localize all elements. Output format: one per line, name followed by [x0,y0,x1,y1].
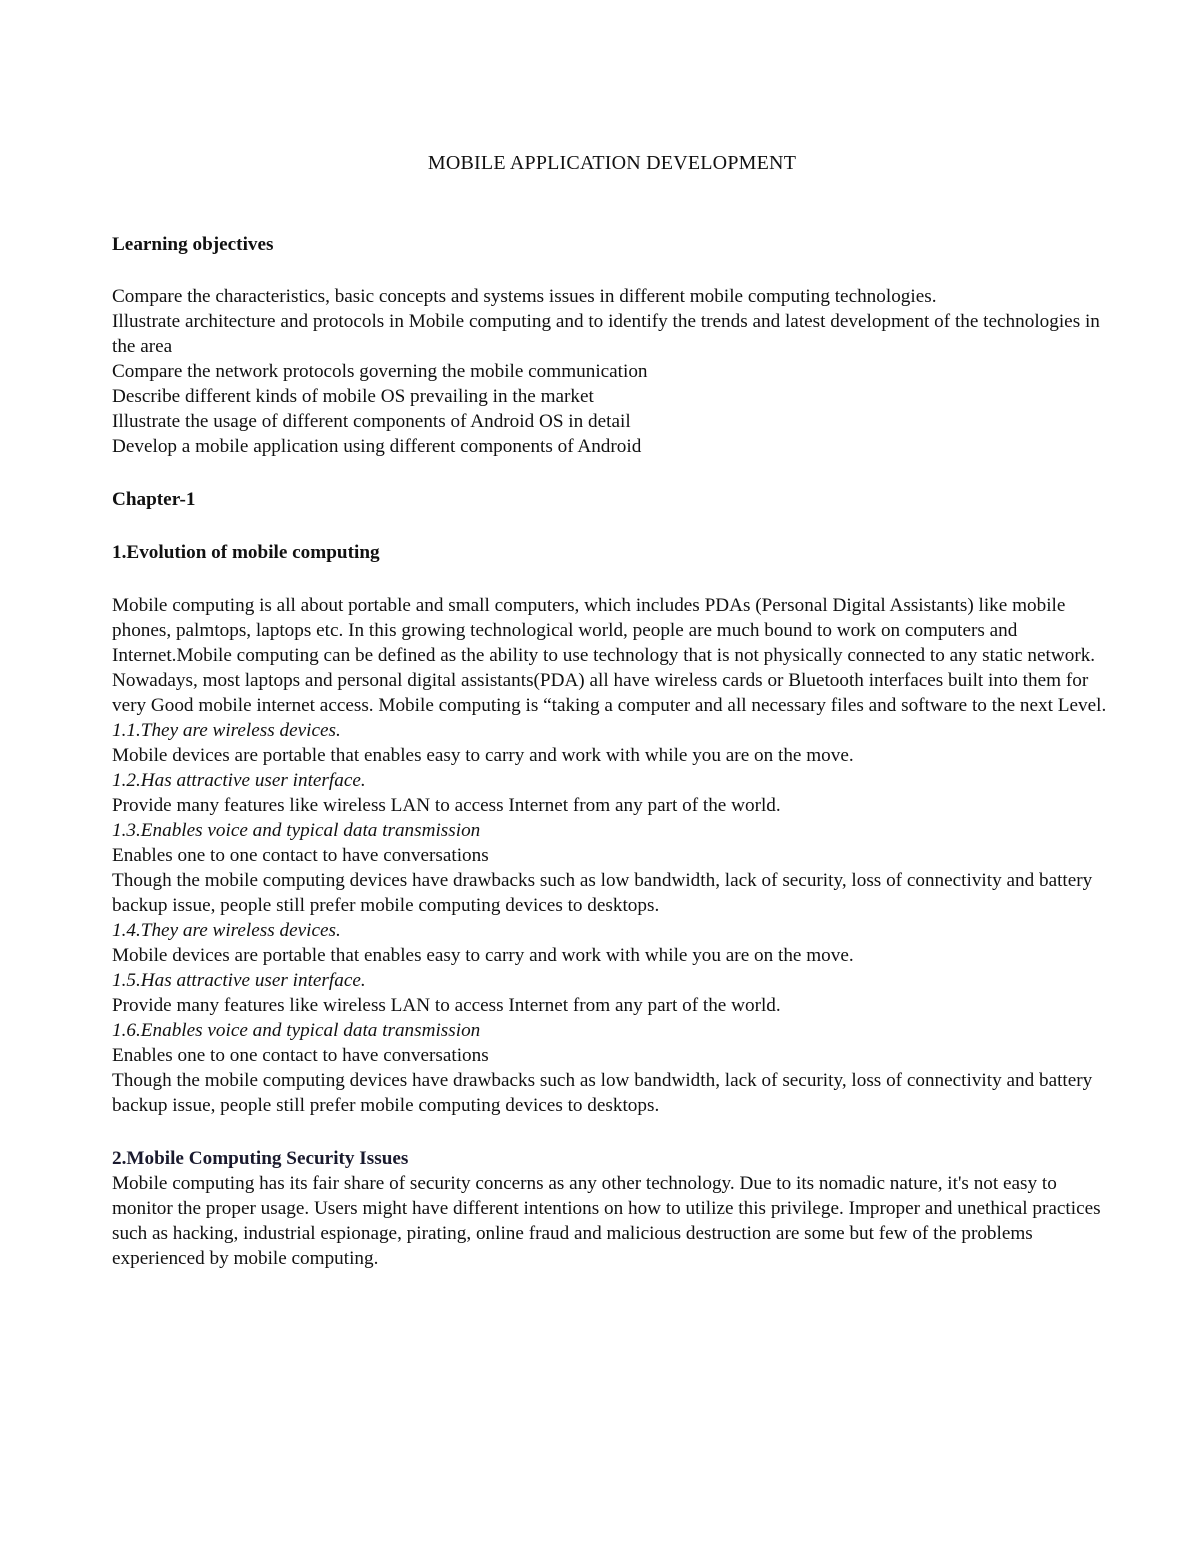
learning-objectives-list [112,284,1112,459]
subsection-extra: Though the mobile computing devices have drawbacks such as low bandwidth, lack of security, loss of connectivity and battery backup issue, people still prefer mobile computing devices to desktops. [112,1070,1093,1116]
objective-item: Develop a mobile application using different components of Android [112,436,642,457]
objective-item: Describe different kinds of mobile OS prevailing in the market [112,386,594,407]
subsection-body: Mobile devices are portable that enables easy to carry and work with while you are on the move. [112,945,854,966]
section-1-heading: 1.Evolution of mobile computing [112,542,380,563]
subsection-title: 1.4.They are wireless devices. [112,920,341,941]
subsection-title: 1.3.Enables voice and typical data transmission [112,820,481,841]
subsection-title: 1.5.Has attractive user interface. [112,970,366,991]
objective-item: Illustrate the usage of different components of Android OS in detail [112,411,631,432]
section-2-body: Mobile computing has its fair share of security concerns as any other technology. Due to its nomadic nature, it's not easy to monitor the proper usage. Users might have different intentions on how to utilize this privilege. Improper and unethical practices such as hacking, industrial espionage, pirating, online fraud and malicious destruction are some but few of the problems experienced by mobile computing. [112,1173,1101,1269]
subsection-title: 1.2.Has attractive user interface. [112,770,366,791]
subsection-body: Provide many features like wireless LAN to access Internet from any part of the world. [112,795,781,816]
spacer [112,1118,1112,1146]
spacer [112,459,1112,487]
objective-item: Illustrate architecture and protocols in Mobile computing and to identify the trends and latest development of the technologies in the area [112,311,1100,357]
subsection-extra: Though the mobile computing devices have drawbacks such as low bandwidth, lack of security, loss of connectivity and battery backup issue, people still prefer mobile computing devices to desktops. [112,870,1093,916]
section-1-intro: Mobile computing is all about portable and small computers, which includes PDAs (Personal Digital Assistants) like mobile phones, palmtops, laptops etc. In this growing technological world, people are much bound to work on computers and Internet.Mobile computing can be defined as the ability to use technology that is not physically connected to any static network. Nowadays, most laptops and personal digital assistants(PDA) all have wireless cards or Bluetooth interfaces built into them for very Good mobile internet access. Mobile computing is “taking a computer and all necessary files and software to the next Level. [112,595,1107,716]
subsection-title: 1.1.They are wireless devices. [112,720,341,741]
subsection-body: Mobile devices are portable that enables easy to carry and work with while you are on the move. [112,745,854,766]
subsection-title: 1.6.Enables voice and typical data transmission [112,1020,481,1041]
subsection-body: Enables one to one contact to have conversations [112,1045,489,1066]
subsection-body: Enables one to one contact to have conversations [112,845,489,866]
learning-objectives-heading: Learning objectives [112,234,274,255]
spacer [112,565,1112,593]
spacer [112,512,1112,540]
chapter-heading: Chapter-1 [112,489,196,510]
document-title: MOBILE APPLICATION DEVELOPMENT [427,152,797,174]
objective-item: Compare the characteristics, basic concepts and systems issues in different mobile computing technologies. [112,286,937,307]
objective-item: Compare the network protocols governing the mobile communication [112,361,648,382]
section-2-heading: 2.Mobile Computing Security Issues [112,1148,409,1169]
document-content [112,150,1112,1271]
subsection-body: Provide many features like wireless LAN to access Internet from any part of the world. [112,995,781,1016]
